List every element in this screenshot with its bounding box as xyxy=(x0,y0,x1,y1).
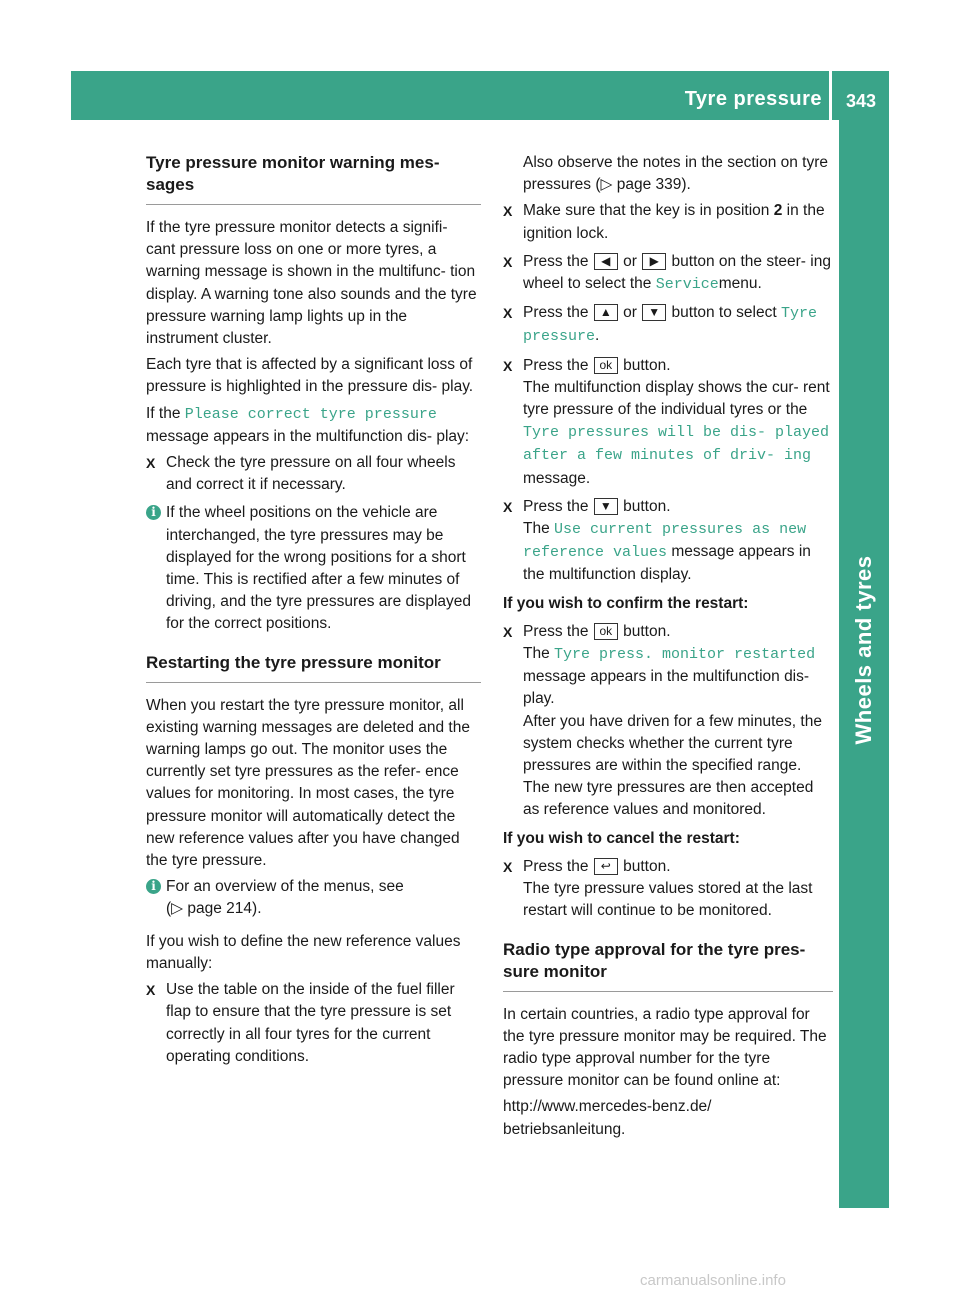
paragraph: In certain countries, a radio type approval for the tyre pressure monitor may be required. The radio type approval number for the tyre pressure monitor can be found online at: xyxy=(503,1005,827,1090)
paragraph: Also observe the notes in the section on tyre pressures (▷ page 339). xyxy=(523,154,829,194)
paragraph: If you wish to define the new reference values manually: xyxy=(146,932,461,972)
instruction-step xyxy=(503,302,833,348)
step-text: The xyxy=(523,645,550,663)
step-text: menu. xyxy=(718,275,762,293)
right-arrow-key-icon: ▶ xyxy=(642,253,666,270)
instruction-step xyxy=(503,200,833,244)
step-text: message. xyxy=(523,469,591,487)
info-icon: i xyxy=(146,879,161,894)
instruction-step xyxy=(503,251,833,296)
step-text: message appears in the multifunction dis- play. xyxy=(523,668,810,708)
ok-key-icon: ok xyxy=(594,357,618,374)
paragraph: If the tyre pressure monitor detects a signifi- cant pressure loss on one or more tyres, a warning message is shown in the multifunc- tion display. A warning tone also sounds and the tyre pressure warning lamp lights up in the instrument cluster. xyxy=(146,219,477,348)
display-message: Tyre pressures will be dis- played after a few minutes of driv- ing xyxy=(523,424,830,465)
page-number: 343 xyxy=(845,91,877,111)
step-marker-icon: X xyxy=(146,455,156,472)
left-column xyxy=(146,152,481,1074)
display-message: Use current pressures as new reference values xyxy=(523,521,807,562)
heading-radio-approval: Radio type approval for the tyre pres- sure monitor xyxy=(503,939,833,992)
step-text: in the ignition lock. xyxy=(523,202,825,242)
paragraph: http://www.mercedes-benz.de/ betriebsanleitung. xyxy=(503,1098,712,1138)
step-text: Press the xyxy=(523,252,589,270)
step-marker-icon: X xyxy=(503,203,513,220)
ok-key-icon: ok xyxy=(594,623,618,640)
step-text: button on the steer- ing wheel to select the xyxy=(523,252,831,293)
info-note xyxy=(146,502,481,635)
instruction-step xyxy=(503,621,833,822)
step-text: button to select xyxy=(671,304,777,322)
step-text: message appears in the multifunction display. xyxy=(523,543,811,584)
step-text: Press the xyxy=(523,622,589,640)
heading-restart: Restarting the tyre pressure monitor xyxy=(146,652,481,683)
menu-name: Service xyxy=(655,276,719,294)
step-text: or xyxy=(623,252,637,270)
step-text: button. xyxy=(623,622,671,640)
step-text: After you have driven for a few minutes, the system checks whether the current tyre pressures are within the specified range. xyxy=(523,712,822,775)
step-text: The multifunction display shows the cur- rent tyre pressure of the individual tyres or the xyxy=(523,378,830,419)
step-text: The xyxy=(523,520,550,538)
left-arrow-key-icon: ◀ xyxy=(594,253,618,270)
right-column xyxy=(503,152,833,1145)
paragraph: When you restart the tyre pressure monitor, all existing warning messages are deleted and the warning lamps go out. The monitor uses the currently set tyre pressures as the refer- ence values for monitoring. In most cases, the tyre pressure monitor will automatically detect the new reference values after you have changed the tyre pressure. xyxy=(146,696,470,870)
info-text: If the wheel positions on the vehicle are interchanged, the tyre pressures may be displayed for the wrong positions for a short time. This is rectified after a few minutes of driving, and the tyre pressures are displayed for the correct positions. xyxy=(166,504,471,633)
display-message: Tyre press. monitor restarted xyxy=(554,646,816,664)
step-text: button. xyxy=(623,857,671,875)
watermark: carmanualsonline.info xyxy=(640,1272,786,1289)
step-text: . xyxy=(595,327,600,345)
step-text: The tyre pressure values stored at the last restart will continue to be monitored. xyxy=(523,880,813,920)
step-marker-icon: X xyxy=(503,357,513,374)
step-text: Press the xyxy=(523,356,589,374)
step-text: Make sure that the key is in position xyxy=(523,202,770,220)
section-tab-label: Wheels and tyres xyxy=(851,555,876,745)
info-note xyxy=(146,876,481,920)
step-text: button. xyxy=(623,497,671,515)
instruction-step xyxy=(503,856,833,923)
menu-item: Tyre pressure xyxy=(523,305,817,346)
instruction-step xyxy=(503,355,833,490)
subheading-cancel: If you wish to cancel the restart: xyxy=(503,829,740,847)
step-text: The new tyre pressures are then accepted as reference values and monitored. xyxy=(523,779,814,819)
text: message appears in the multifunction dis- play: xyxy=(146,427,470,445)
back-key-icon: ↩ xyxy=(594,858,618,875)
step-marker-icon: X xyxy=(146,982,156,999)
instruction-step xyxy=(503,496,833,587)
step-text: or xyxy=(623,304,637,322)
text: If the xyxy=(146,404,181,422)
step-marker-icon: X xyxy=(503,858,513,875)
heading-warning-messages: Tyre pressure monitor warning mes- sages xyxy=(146,152,481,205)
instruction-step xyxy=(146,452,481,496)
step-text: Press the xyxy=(523,304,589,322)
display-message: Please correct tyre pressure xyxy=(184,405,437,423)
paragraph xyxy=(146,403,481,448)
info-text: For an overview of the menus, see xyxy=(166,878,404,896)
step-marker-icon: X xyxy=(503,305,513,322)
paragraph: Each tyre that is affected by a significant loss of pressure is highlighted in the pressure dis- play. xyxy=(146,356,474,396)
page-title: Tyre pressure xyxy=(684,88,822,110)
down-arrow-key-icon: ▼ xyxy=(594,498,618,515)
info-icon: i xyxy=(146,505,161,520)
subheading-confirm: If you wish to confirm the restart: xyxy=(503,594,749,612)
step-marker-icon: X xyxy=(503,253,513,270)
step-marker-icon: X xyxy=(503,623,513,640)
step-text: Press the xyxy=(523,497,589,515)
page-reference: (▷ page 214). xyxy=(166,900,262,918)
header-separator xyxy=(829,71,832,120)
step-text: Press the xyxy=(523,857,589,875)
step-marker-icon: X xyxy=(503,498,513,515)
key-position: 2 xyxy=(773,202,783,220)
down-arrow-key-icon: ▼ xyxy=(642,304,666,321)
step-text: button. xyxy=(623,356,671,374)
step-text: Use the table on the inside of the fuel filler flap to ensure that the tyre pressure is set correctly in all four tyres for the current operating conditions. xyxy=(166,981,455,1065)
instruction-step xyxy=(146,979,481,1068)
step-text: Check the tyre pressure on all four wheels and correct it if necessary. xyxy=(166,454,456,494)
up-arrow-key-icon: ▲ xyxy=(594,304,618,321)
